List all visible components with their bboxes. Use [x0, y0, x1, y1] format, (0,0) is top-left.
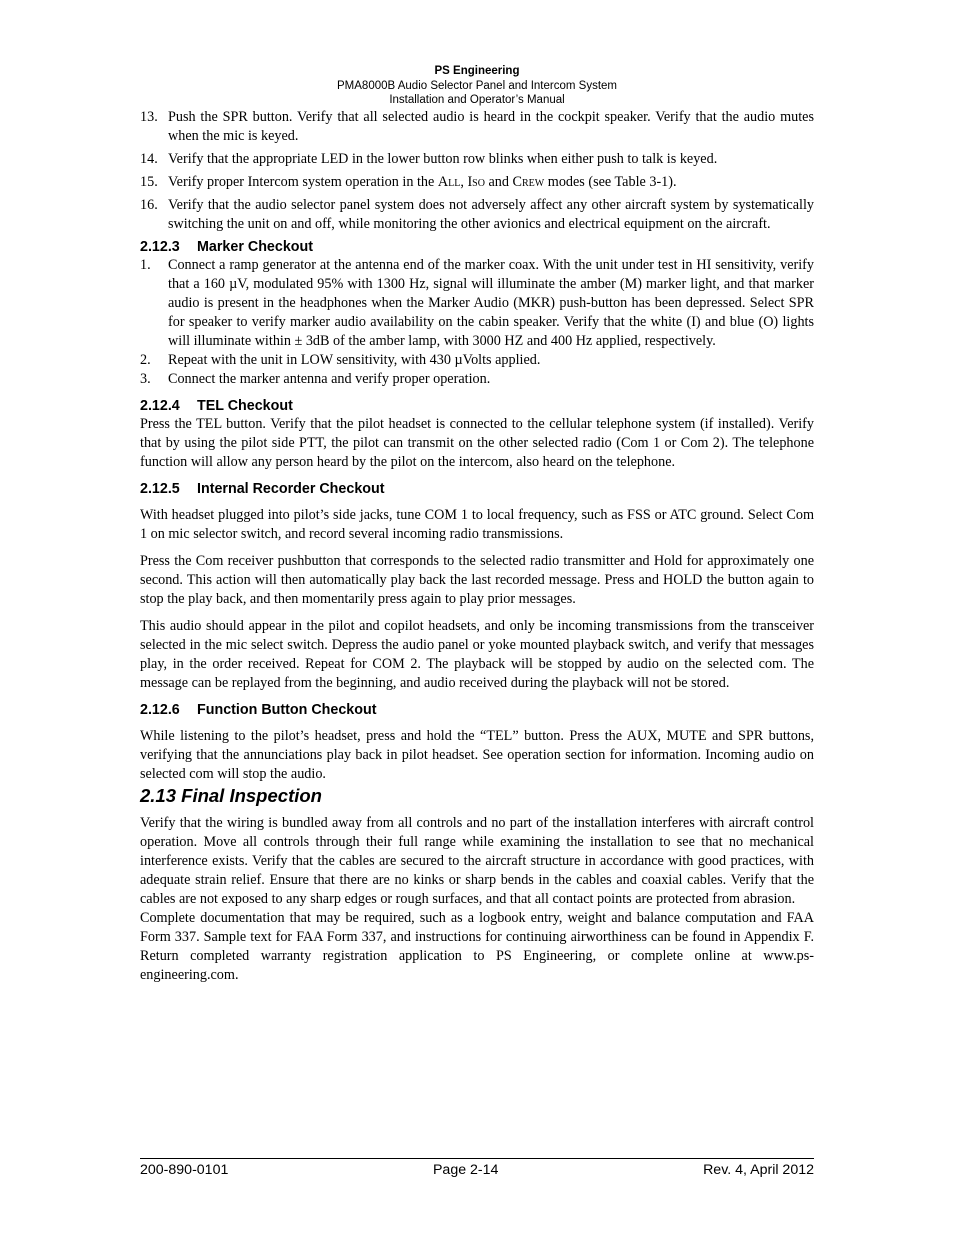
step-number: 16.: [140, 196, 158, 213]
step-number: 2.: [140, 351, 151, 368]
section-title: Internal Recorder Checkout: [197, 480, 385, 497]
document-page: [140, 64, 814, 985]
section-number: 2.12.5: [140, 480, 180, 497]
section-number: 2.12.6: [140, 701, 180, 718]
list-item: [140, 196, 814, 234]
function-body: While listening to the pilot’s headset, press and hold the “TEL” button. Press the AUX, MUTE and SPR buttons, verifying that the annunciations play back in pilot headset. See operation section for information. Incoming audio on selected com will stop the audio.: [140, 727, 814, 782]
mode-crew: Crew: [512, 173, 545, 190]
section-number: 2.12.3: [140, 238, 180, 255]
list-item: [140, 173, 814, 192]
list-item: [140, 351, 814, 370]
list-item: [140, 108, 814, 146]
step-text-post: modes (see Table 3-1).: [544, 173, 677, 190]
section-heading-recorder: [140, 480, 814, 498]
header-company: PS Engineering: [434, 65, 520, 77]
section-title: TEL Checkout: [197, 397, 293, 414]
section-heading-final-inspection: 2.13 Final Inspection: [140, 784, 322, 806]
mode-iso: Iso: [467, 173, 485, 190]
section-heading-marker: [140, 238, 814, 256]
recorder-paragraph: With headset plugged into pilot’s side jacks, tune COM 1 to local frequency, such as FSS or ATC ground. Select Com 1 on mic selector switch, and record several incoming radio transmissions.: [140, 506, 814, 542]
list-item: [140, 256, 814, 351]
footer-revision: Rev. 4, April 2012: [703, 1162, 814, 1178]
list-item: [140, 150, 814, 169]
final-paragraph: Verify that the wiring is bundled away from all controls and no part of the installation interferes with aircraft control operation. Move all controls through their full range while examining the installation to see that no mechanical interference exists. Verify that the cables are secured to the aircraft structure in accordance with good practices, with adequate strain relief. Ensure that there are no kinks or sharp bends in the cables and coaxial cables. Verify that the cables are not exposed to any sharp edges or rough surfaces, and that all contact points are protected from abrasion.: [140, 814, 814, 907]
page-footer: [140, 1158, 814, 1178]
section-heading-tel: [140, 397, 814, 415]
step-text: Push the SPR button. Verify that all selected audio is heard in the cockpit speaker. Verify that the audio mutes when the mic is keyed.: [168, 108, 814, 144]
step-text: Verify that the audio selector panel system does not adversely affect any other aircraft system by systematically switching the unit on and off, while monitoring the other avionics and electrical equipment on the aircraft.: [168, 196, 814, 232]
mode-all: All,: [437, 173, 464, 190]
step-text-and: and: [484, 173, 513, 190]
step-number: 3.: [140, 370, 151, 387]
header-manual: Installation and Operator’s Manual: [389, 94, 565, 106]
recorder-paragraph: Press the Com receiver pushbutton that corresponds to the selected radio transmitter and Hold for approximately one second. This action will then automatically play back the last recorded message. Press and HOLD the button again to stop the play back, and then momentarily press again to play prior messages.: [140, 552, 814, 607]
step-text: Connect a ramp generator at the antenna end of the marker coax. With the unit under test in HI sensitivity, verify that a 160 µV, modulated 95% with 1300 Hz, signal will illuminate the amber (M) marker light, and that marker audio is present in the headphones when the Marker Audio (MKR) push-button has been depressed. Select SPR for speaker to verify marker audio availability on the cabin speaker. Verify that the white (I) and blue (O) lights will illuminate within ± 3dB of the amber lamp, with 3000 HZ and 400 Hz applied, respectively.: [168, 256, 814, 349]
step-text: Repeat with the unit in LOW sensitivity, with 430 µVolts applied.: [168, 351, 541, 368]
step-text: Verify that the appropriate LED in the lower button row blinks when either push to talk is keyed.: [168, 150, 718, 167]
section-title: Function Button Checkout: [197, 701, 377, 718]
page-header: [140, 64, 814, 108]
tel-body: Press the TEL button. Verify that the pilot headset is connected to the cellular telephone system (if installed). Verify that by using the pilot side PTT, the pilot can transmit on the other selected radio (Com 1 or Com 2). The telephone function will allow any person heard by the pilot on the intercom, also heard on the telephone.: [140, 415, 814, 470]
step-number: 1.: [140, 256, 151, 273]
section-title: Marker Checkout: [197, 238, 314, 255]
recorder-paragraph: This audio should appear in the pilot and copilot headsets, and only be incoming transmissions from the transceiver selected in the mic select switch. Depress the audio panel or yoke mounted playback switch, and verify that messages play, in the order received. Repeat for COM 2. The playback will be stopped by audio on the selected com. The message can be replayed from the beginning, and audio received during the playback will not be stored.: [140, 617, 814, 691]
footer-doc-number: 200-890-0101: [140, 1162, 229, 1178]
checkout-steps-list: [140, 108, 814, 234]
final-paragraph: Complete documentation that may be required, such as a logbook entry, weight and balance computation and FAA Form 337. Sample text for FAA Form 337, and instructions for continuing airworthiness can be found in Appendix F. Return completed warranty registration application to PS Engineering, or complete online at www.ps-engineering.com.: [140, 909, 814, 983]
section-number: 2.12.4: [140, 397, 180, 414]
list-item: [140, 370, 814, 389]
step-number: 14.: [140, 150, 158, 167]
step-text-pre: Verify proper Intercom system operation in the: [168, 173, 438, 190]
header-product: PMA8000B Audio Selector Panel and Intercom System: [337, 79, 617, 92]
step-number: 15.: [140, 173, 158, 190]
section-heading-function: [140, 701, 814, 719]
step-number: 13.: [140, 108, 158, 125]
footer-page-number: Page 2-14: [432, 1162, 499, 1178]
step-text: Connect the marker antenna and verify proper operation.: [168, 370, 491, 387]
marker-steps-list: [140, 256, 814, 389]
